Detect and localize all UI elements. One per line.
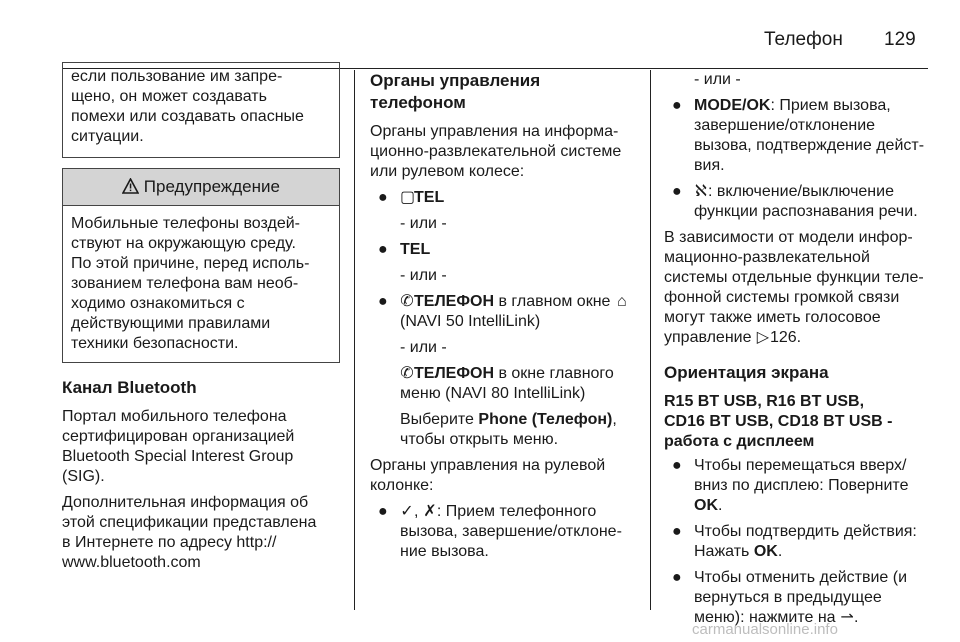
back-arrow-icon: ⇀ xyxy=(840,609,854,626)
voice-recognition-icon: ℵ xyxy=(695,183,707,200)
list-item: ● Чтобы перемещаться вверх/ вниз по дисплею: Поверните OK. xyxy=(672,457,909,514)
wheel-controls-intro: Органы управления на рулевой колонке: xyxy=(370,457,606,494)
controls-intro: Органы управления на информа- ционно-развлекательной системе или рулевом колесе: xyxy=(370,123,622,180)
call-end-icon: ✗ xyxy=(423,503,437,520)
or-separator: - или - xyxy=(400,267,447,284)
warning-header xyxy=(63,169,339,206)
subheading-display-models: R15 BT USB, R16 BT USB, CD16 BT USB, CD18 BT USB - работа с дисплеем xyxy=(664,393,893,450)
bluetooth-paragraph-2: Дополнительная информация об этой спецификации представлена в Интернете по адресу http:// www.bluetooth.com xyxy=(62,494,317,571)
list-item: ● ▢TEL xyxy=(378,189,445,206)
call-answer-icon: ✓ xyxy=(400,503,414,520)
warning-icon xyxy=(122,178,139,194)
bluetooth-paragraph-1: Портал мобильного телефона сертифицирован организацией Bluetooth Special Interest Group (SIG). xyxy=(62,408,295,485)
or-separator: - или - xyxy=(694,71,741,88)
phone-handset-icon: ✆ xyxy=(400,293,414,310)
media-tel-icon: ▢ xyxy=(400,189,416,206)
list-item-continued: ✆ТЕЛЕФОН в окне главного меню (NAVI 80 IntelliLink) xyxy=(400,365,614,402)
watermark: carmanualsonline.info xyxy=(692,621,838,638)
continued-note-text: если пользование им запре- щено, он может создавать помехи или создавать опасные ситуации. xyxy=(71,68,304,145)
list-item-continued: Выберите Phone (Телефон), чтобы открыть меню. xyxy=(400,411,617,448)
list-item: ● ✆ТЕЛЕФОН в главном окне ⌂ (NAVI 50 IntelliLink) xyxy=(370,292,634,332)
list-item: ● TEL xyxy=(378,241,431,258)
page-number: 129 xyxy=(884,29,916,50)
list-item: ● ✓, ✗: Прием телефонного вызова, завершение/отклоне- ние вызова. xyxy=(378,503,622,560)
column-divider xyxy=(650,70,651,610)
or-separator: - или - xyxy=(400,339,447,356)
page-title: Телефон xyxy=(764,29,843,50)
column-1 xyxy=(62,70,340,579)
column-2 xyxy=(370,70,634,568)
list-item: ● MODE/OK: Прием вызова, завершение/отклонение вызова, подтверждение дейст- вия. xyxy=(672,97,925,174)
or-separator: - или - xyxy=(400,215,447,232)
voice-control-paragraph: В зависимости от модели инфор- мационно-развлекательной системы отдельные функции теле- фонной системы громкой связи могут также иметь голосовое управление ▷126. xyxy=(664,229,924,346)
home-icon: ⌂ xyxy=(617,293,627,310)
list-item: ● Чтобы подтвердить действия: Нажать OK. xyxy=(672,523,917,560)
continued-note-box xyxy=(62,62,340,158)
page-header xyxy=(0,22,960,62)
list-item: ● ℵ: включение/выключение функции распознавания речи. xyxy=(672,183,918,220)
section-heading-bluetooth: Канал Bluetooth xyxy=(62,378,197,397)
warning-box xyxy=(62,168,340,363)
page-reference-icon: ▷ xyxy=(756,329,770,346)
column-divider xyxy=(354,70,355,610)
list-item: ● Чтобы отменить действие (и вернуться в предыдущее меню): нажмите на ⇀. xyxy=(672,569,908,626)
phone-handset-icon: ✆ xyxy=(400,365,414,382)
section-heading-phone-controls: Органы управления телефоном xyxy=(370,71,541,112)
warning-body: Мобильные телефоны воздей- ствуют на окружающую среду. По этой причине, перед исполь- зованием телефона вам необ- ходимо ознакомиться с действующими правилами техники безопасности. xyxy=(71,215,310,352)
warning-title: Предупреждение xyxy=(143,177,280,196)
section-heading-screen-navigation: Ориентация экрана xyxy=(664,363,829,382)
column-3 xyxy=(664,70,928,634)
